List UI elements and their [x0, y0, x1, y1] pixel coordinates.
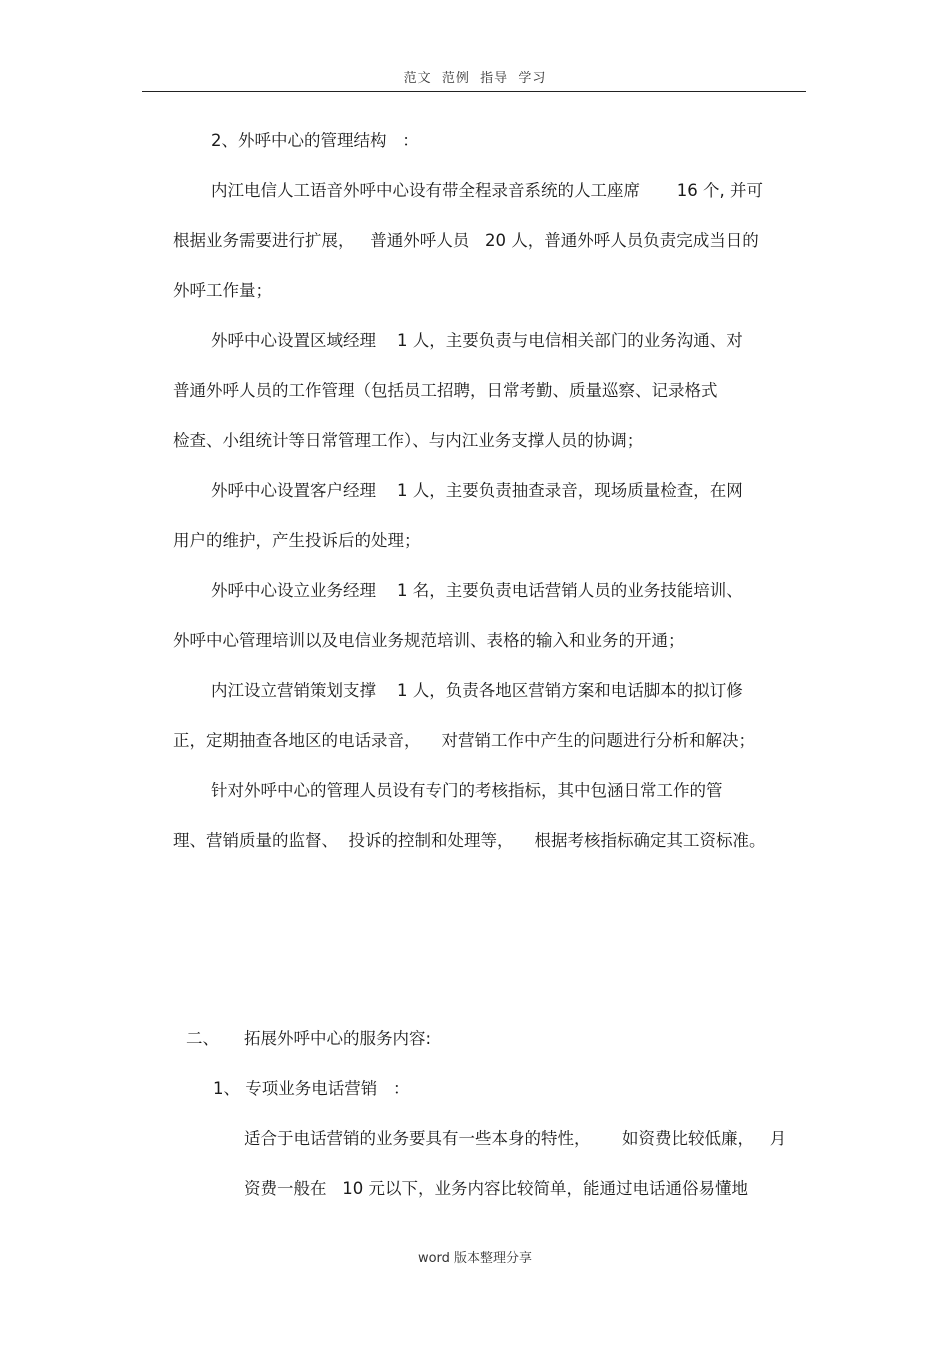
- paragraph-line: 外呼工作量；: [173, 281, 272, 300]
- subsection-heading: 1、 专项业务电话营销 ：: [213, 1079, 410, 1098]
- paragraph-line: 外呼中心设立业务经理 1 名，主要负责电话营销人员的业务技能培训、: [211, 581, 743, 600]
- paragraph-line: 用户的维护，产生投诉后的处理；: [173, 531, 421, 550]
- paragraph-line: 外呼中心设置客户经理 1 人，主要负责抽查录音，现场质量检查，在网: [211, 481, 743, 500]
- paragraph-line: 适合于电话营销的业务要具有一些本身的特性， 如资费比较低廉， 月: [244, 1129, 787, 1148]
- paragraph-line: 检查、小组统计等日常管理工作）、与内江业务支撑人员的协调；: [173, 431, 644, 450]
- section-heading: 拓展外呼中心的服务内容:: [244, 1029, 432, 1048]
- paragraph-line: 外呼中心管理培训以及电信业务规范培训、表格的输入和业务的开通；: [173, 631, 685, 650]
- paragraph-line: 资费一般在 10 元以下，业务内容比较简单，能通过电话通俗易懂地: [244, 1179, 748, 1198]
- paragraph-line: 内江电信人工语音外呼中心设有带全程录音系统的人工座席 16 个, 并可: [211, 181, 763, 200]
- section-heading: 2、外呼中心的管理结构 ：: [211, 131, 419, 150]
- page-header: 范文 范例 指导 学习: [403, 71, 547, 86]
- paragraph-line: 根据业务需要进行扩展， 普通外呼人员 20 人，普通外呼人员负责完成当日的: [173, 231, 759, 250]
- paragraph-line: 内江设立营销策划支撑 1 人，负责各地区营销方案和电话脚本的拟订修: [211, 681, 743, 700]
- page-footer: word 版本整理分享: [417, 1251, 533, 1266]
- header-rule: [142, 91, 806, 92]
- paragraph-line: 理、营销质量的监督、 投诉的控制和处理等， 根据考核指标确定其工资标准。: [173, 831, 766, 850]
- paragraph-line: 针对外呼中心的管理人员设有专门的考核指标，其中包涵日常工作的管: [211, 781, 723, 800]
- paragraph-line: 外呼中心设置区域经理 1 人，主要负责与电信相关部门的业务沟通、对: [211, 331, 743, 350]
- paragraph-line: 普通外呼人员的工作管理（包括员工招聘，日常考勤、质量巡察、记录格式: [173, 381, 718, 400]
- paragraph-line: 正，定期抽查各地区的电话录音， 对营销工作中产生的问题进行分析和解决；: [173, 731, 755, 750]
- section-number: 二、: [186, 1029, 219, 1048]
